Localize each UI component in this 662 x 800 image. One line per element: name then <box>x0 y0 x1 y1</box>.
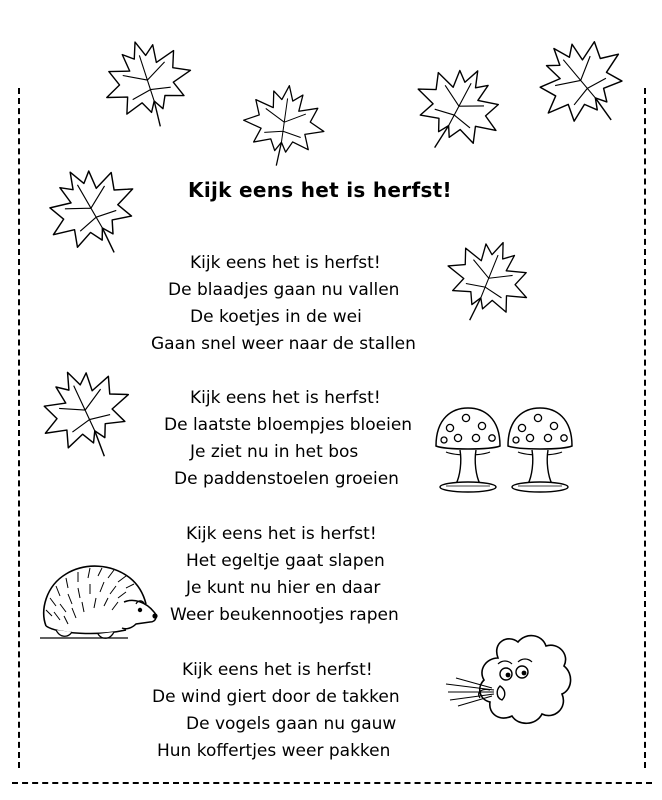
maple-leaf-icon <box>230 72 338 176</box>
stanza-1-line-4: Gaan snel weer naar de stallen <box>151 334 416 354</box>
maple-leaf-icon <box>390 40 525 175</box>
stanza-4-line-1: Kijk eens het is herfst! <box>182 660 373 680</box>
right-dashed-border <box>644 88 646 768</box>
maple-leaf-icon <box>509 9 656 156</box>
stanza-2-line-4: De paddenstoelen groeien <box>174 469 399 489</box>
wind-cloud-icon <box>442 630 576 740</box>
stanza-2-line-1: Kijk eens het is herfst! <box>190 388 381 408</box>
stanza-3-line-1: Kijk eens het is herfst! <box>186 524 377 544</box>
maple-leaf-icon <box>21 139 163 281</box>
mushroom-icon <box>504 406 576 494</box>
stanza-1-line-1: Kijk eens het is herfst! <box>190 253 381 273</box>
left-dashed-border <box>18 88 20 768</box>
stanza-2-line-3: Je ziet nu in het bos <box>190 442 359 462</box>
maple-leaf-icon <box>426 218 551 343</box>
stanza-3-line-3: Je kunt nu hier en daar <box>186 578 381 598</box>
stanza-1-line-2: De blaadjes gaan nu vallen <box>168 280 400 300</box>
stanza-4-line-2: De wind giert door de takken <box>152 687 400 707</box>
mushroom-icon <box>432 406 504 494</box>
hedgehog-icon <box>38 560 162 644</box>
stanza-4-line-4: Hun koffertjes weer pakken <box>157 741 391 761</box>
maple-leaf-icon <box>17 343 155 481</box>
stanza-3-line-2: Het egeltje gaat slapen <box>186 551 385 571</box>
poem-title: Kijk eens het is herfst! <box>188 178 452 202</box>
maple-leaf-icon <box>85 19 211 145</box>
stanza-2-line-2: De laatste bloempjes bloeien <box>164 415 413 435</box>
bottom-dashed-border <box>12 782 652 784</box>
stanza-1-line-3: De koetjes in de wei <box>190 307 362 327</box>
stanza-4-line-3: De vogels gaan nu gauw <box>186 714 397 734</box>
stanza-3-line-4: Weer beukennootjes rapen <box>170 605 399 625</box>
